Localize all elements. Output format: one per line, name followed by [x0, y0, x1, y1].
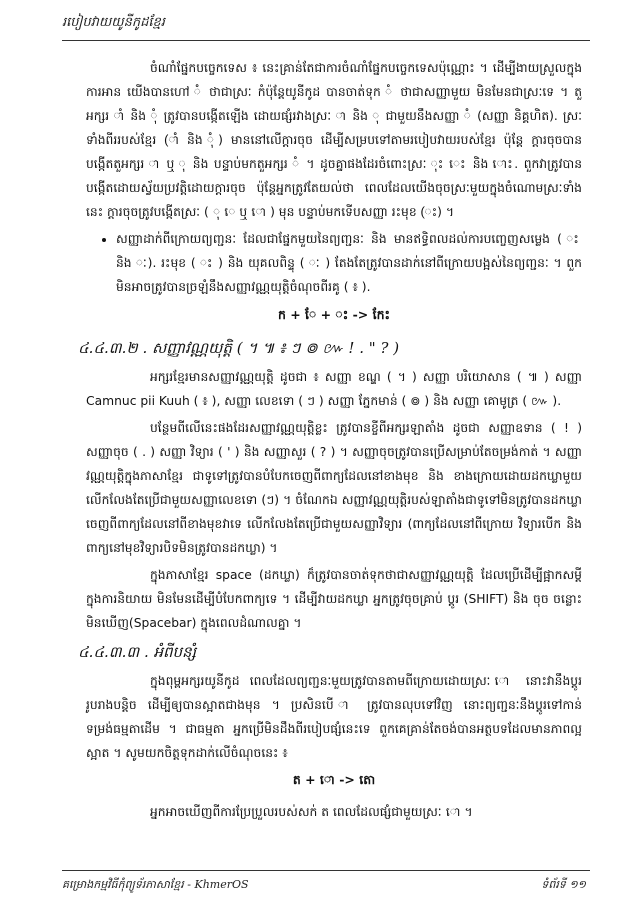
space-paragraph: ក្នុងភាសាខ្មែរ space (ដកឃ្លា) ក៏ត្រូវបានចាត់ទុកថាជាសញ្ញាវណ្ណយុត្តិ ដែលប្រើដើម្បីផ្អាកសម្តីក្នុងការនិយាយ មិនមែនដើម្បីបំបែកពាក្យទេ ។ ដើម្បីវាយដកឃ្លា អ្នកត្រូវចុចគ្រាប់ ប្តូរ (SHIFT) និង ចុច ចន្លោះមិនឃើញ(Spacebar) ក្នុងពេលដំណាលគ្នា ។	[86, 568, 582, 630]
bullet-item: • សញ្ញាដាក់ពីក្រោយព្យញ្ជនៈ ដែលជាផ្នែកមួយនៃព្យញ្ជនៈ និង មានឥទ្ធិពលដល់ការបញ្ចេញសម្លេង ( ះ និង ៈ). រះមុខ ( ះ ) និង យុគលពិន្ទុ ( ៈ ) តែងតែត្រូវបានដាក់នៅពីក្រោយបង្អស់នៃព្យញ្ជនៈ ។ ពួកមិនអាចត្រូវបានច្រឡំនឹងសញ្ញាវណ្ណយុត្តិចំណុចពីរគូ ( ៖ ).	[116, 227, 582, 299]
closing-paragraph: អ្នកអាចឃើញពីការប្រែប្រួលរបស់សក់ ត ពេលដែលផ្សំជាមួយស្រៈ ោ ។	[150, 805, 473, 819]
footer-page-number: ទំព័រទី ១១	[541, 878, 586, 891]
footer-project-name: គម្រោងកម្មវិធីកុំព្យូទ័រភាសាខ្មែរ - KhmerOS	[62, 878, 249, 891]
punctuation-paragraph: អក្សរខ្មែរមានសញ្ញាវណ្ណយុត្តិ ដូចជា ៖ សញ្ញា ខណ្ឌ ( ។ ) សញ្ញា បរិយោសាន ( ៕ ) សញ្ញា Camnuc pii Kuuh ( ៖ ), សញ្ញា លេខទោ ( ៗ ) សញ្ញា ភ្នែកមាន់ ( ៙ ) និង សញ្ញា គោមូត្រ ( ៚ ).	[86, 370, 582, 408]
section-heading-punctuation: ៤.៤.៣.២ . សញ្ញាវណ្ណយុត្តិ ( ។ ៕ ៖ ៗ ៙ ៚ ! . " ? )	[78, 339, 400, 357]
example-formula-1: ក + ែ + ះ -> កែះ	[278, 307, 390, 322]
combination-paragraph: ក្នុងពុម្ពអក្សរយូនីកូដ ពេលដែលព្យញ្ជនៈមួយត្រូវបានតាមពីក្រោយដោយស្រៈ ោ នោះវានឹងប្តូររូបរាងបន្តិច ដើម្បីឲ្យបានស្អាតជាងមុន ។ ប្រសិនបើ ា ត្រូវបានលុបទៅវិញ នោះព្យញ្ជនៈនឹងប្តូរទៅកាន់ទម្រង់ធម្មតាដើម ។ ជាធម្មតា អ្នកប្រើមិនដឹងពីរបៀបផ្សំនេះទេ ពួកគេគ្រាន់តែចង់បានអត្ថបទដែលមានភាពល្អស្អាត ។ សូមយកចិត្តទុកដាក់លើចំណុចនេះ ៖	[86, 674, 582, 760]
footer-divider	[62, 870, 590, 871]
running-header-title: របៀបវាយយូនីកូដខ្មែរ	[62, 15, 165, 30]
header-divider	[62, 40, 590, 41]
bullet-list	[86, 227, 582, 299]
example-formula-2: ត + ោ -> តោ	[292, 772, 376, 787]
section-heading-combinations: ៤.៤.៣.៣ . អំពីបន្សំ	[78, 643, 197, 661]
latin-punctuation-paragraph: បន្ថែមពីលើនេះផងដែរសញ្ញាវណ្ណយុត្តិខ្លះ ត្រូវបានខ្ចីពីអក្សរឡាតាំង ដូចជា សញ្ញាឧទាន ( ! ) សញ្ញាចុច ( . ) សញ្ញា វិទ្យារ ( ' ) និង សញ្ញាសួរ ( ? ) ។ សញ្ញាចុចត្រូវបានប្រើសម្រាប់តែចម្រង់កាត់ ។ សញ្ញាវណ្ណយុត្តិក្នុងភាសាខ្មែរ ជាទូទៅត្រូវបានបំបែកចេញពីពាក្យដែលនៅខាងមុខ និង ខាងក្រោយដោយដកឃ្លាមួយ លើកលែងតែប្រើជាមួយសញ្ញាលេខទោ (ៗ) ។ ចំណែកឯ សញ្ញាវណ្ណយុត្តិរបស់ឡាតាំងជាទូទៅមិនត្រូវបានដកឃ្លាចេញពីពាក្យដែលនៅពីខាងមុខវាទេ លើកលែងតែប្រើជាមួយសញ្ញាវិទ្យារ (ពាក្យដែលនៅពីក្រោយ វិទ្យារបើក និង ពាក្យនៅមុខវិទ្យារបិទមិនត្រូវបានដកឃ្លា) ។	[86, 421, 582, 555]
page-content	[78, 56, 582, 827]
technical-note-paragraph: ចំណាំផ្នែកបច្ចេកទេស ៖ នេះគ្រាន់តែជាការចំណាំផ្នែកបច្ចេកទេសប៉ុណ្ណោះ ។ ដើម្បីងាយស្រួលក្នុងការអាន យើងបានហៅ ំ ថាជាស្រៈ កំប៉ុន្តែយូនីកូដ បានចាត់ទុក ំ ថាជាសញ្ញាមួយ មិនមែនជាស្រៈទេ ។ តួអក្សរ ាំ និង ុំ ត្រូវបានបង្កើតឡើង ដោយផ្សំរវាងស្រៈ ា និង ុ ជាមួយនឹងសញ្ញា ំ (សញ្ញា និគ្គហិត). ស្រៈទាំងពីររបស់ខ្មែរ (ាំ និង ុំ) មាននៅលើក្តារចុច ដើម្បីសម្របទៅតាមរបៀបវាយរបស់ខ្មែរ ប៉ុន្តែ ក្តារចុចបានបង្កើតតួអក្សរ ា ឬ ុ និង បន្ទាប់មកតួអក្សរ ំ ។ ដូចគ្នាផងដែរចំពោះស្រៈ ុះ េះ និង ោះ. ពួកវាត្រូវបានបង្កើតដោយស្វ័យប្រវត្តិដោយក្តារចុច ប៉ុន្តែអ្នកត្រូវតែយល់ថា ពេលដែលយើងចុចស្រៈមួយក្នុងចំណោមស្រៈទាំងនេះ ក្តារចុចត្រូវបង្កើតស្រៈ ( ុ េ ឬ ោ ) មុន បន្ទាប់មកទើបសញ្ញា រះមុខ (ះ) ។	[86, 61, 582, 219]
